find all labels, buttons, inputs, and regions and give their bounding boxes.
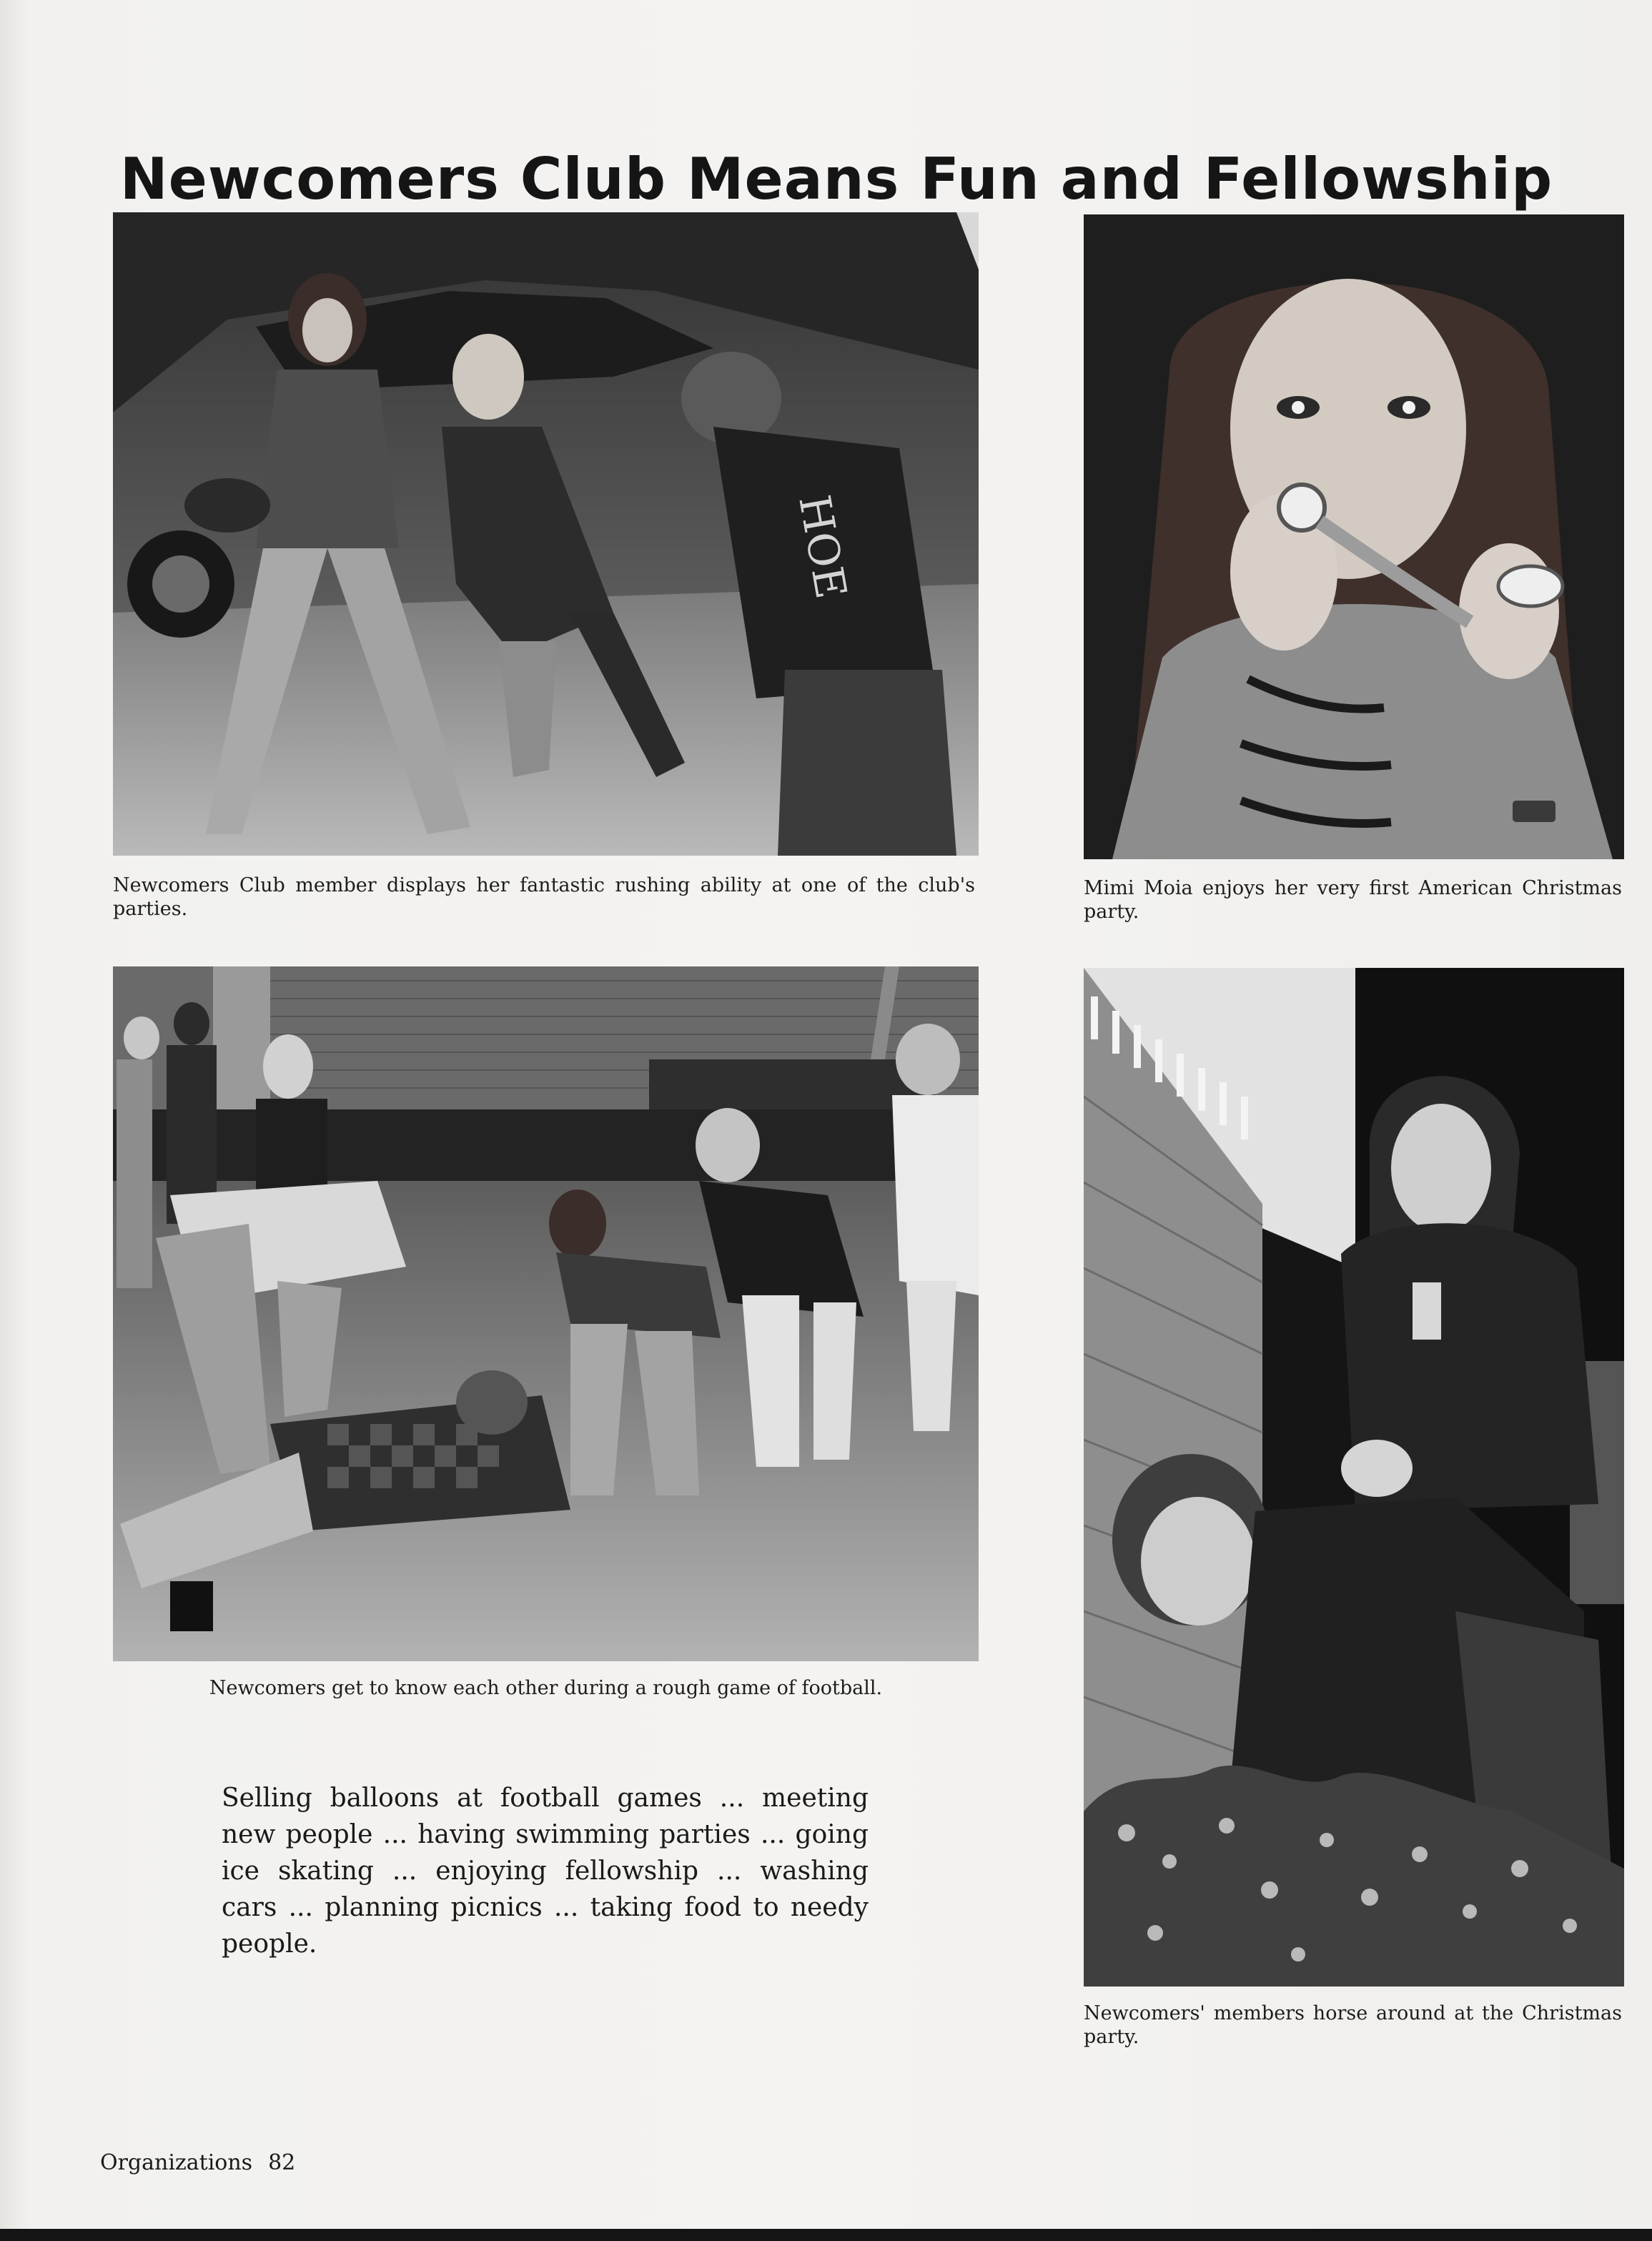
caption-horse-around: Newcomers' members horse around at the Christmas party. [1084, 2002, 1622, 2048]
caption-football-rush: Newcomers Club member displays her fantastic rushing ability at one of the club's parties. [113, 874, 975, 920]
photo-football-rush [113, 212, 979, 856]
photo-rough-football [113, 966, 979, 1661]
photo-horse-around-image [1084, 968, 1624, 1987]
caption-mimi-moia: Mimi Moia enjoys her very first American Christmas party. [1084, 877, 1622, 923]
body-copy: Selling balloons at football games ... meeting new people ... having swimming parties ... going ice skating ... enjoying fellowship ... washing cars ... planning picnics ... taking food to needy people. [222, 1784, 869, 1959]
photo-horse-around [1084, 968, 1624, 1987]
photo-rough-football-image [113, 966, 979, 1661]
photo-football-rush-image [113, 212, 979, 856]
caption-rough-football: Newcomers get to know each other during a rough game of football. [209, 1677, 883, 1699]
photo-mimi-moia-image [1084, 214, 1624, 859]
page-headline: Newcomers Club Means Fun and Fellowship [119, 145, 1553, 212]
folio-page-number: 82 [268, 2150, 296, 2175]
folio-section: Organizations [100, 2150, 253, 2175]
page-folio [100, 2150, 311, 2175]
bottom-edge [0, 2229, 1652, 2241]
svg-text:HOE: HOE [788, 491, 856, 603]
photo-mimi-moia [1084, 214, 1624, 859]
